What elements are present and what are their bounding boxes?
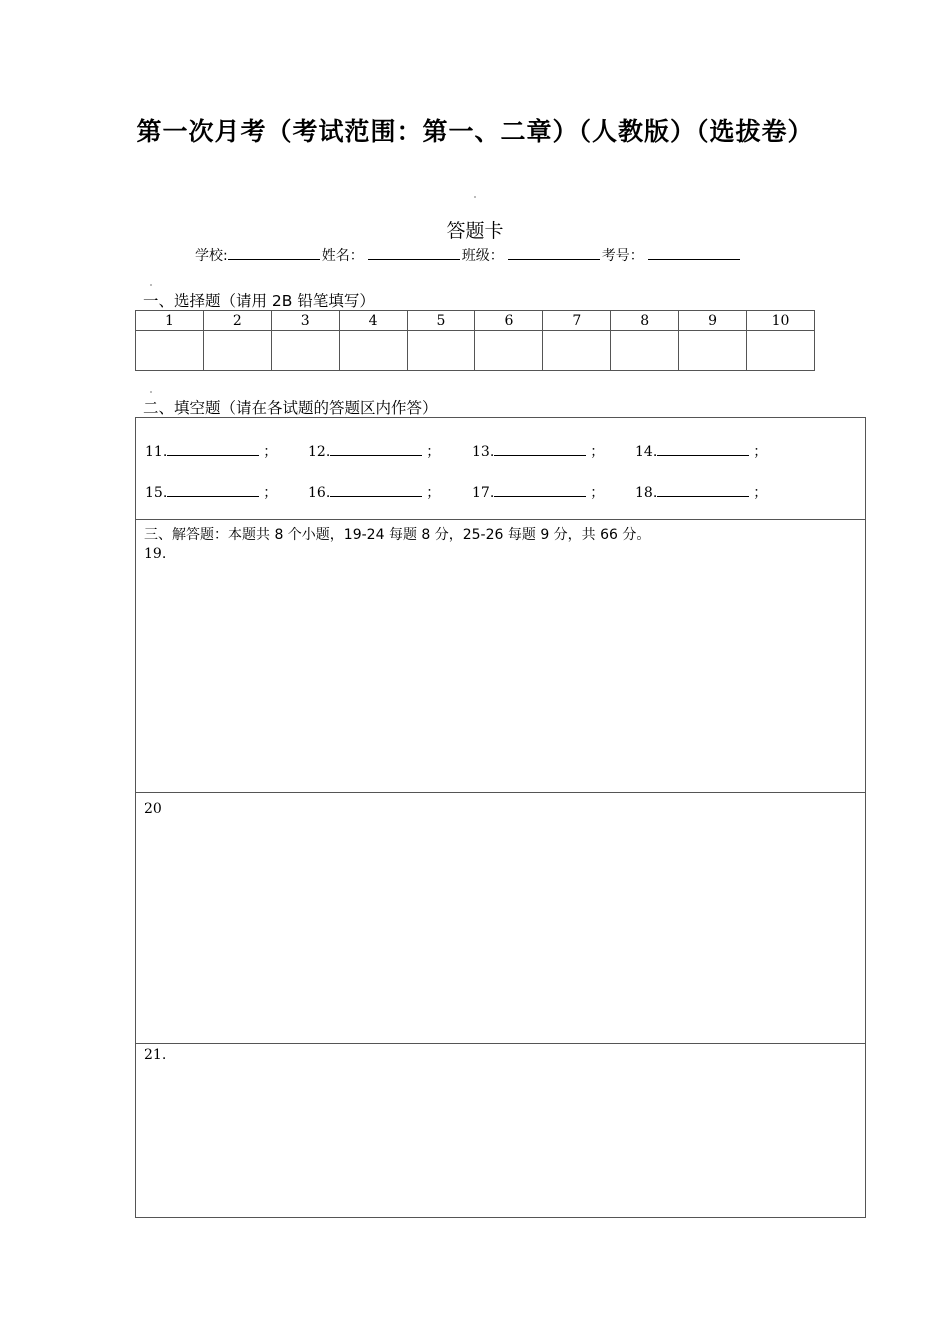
decorative-dot — [474, 196, 476, 198]
fill-item-11[interactable] — [145, 441, 277, 461]
section2-heading: 二、填空题（请在各试题的答题区内作答） — [143, 399, 438, 417]
item-number: 16. — [308, 485, 331, 501]
separator: ； — [753, 444, 768, 460]
separator: ； — [590, 444, 605, 460]
question-number: 20 — [144, 801, 162, 817]
answer-cell[interactable] — [407, 331, 475, 371]
class-label: 班级： — [461, 248, 504, 264]
answer-line[interactable] — [494, 482, 586, 497]
column-number: 5 — [407, 311, 475, 331]
exam-number-label: 考号： — [601, 248, 644, 264]
fill-item-12[interactable] — [308, 441, 440, 461]
separator: ； — [426, 485, 441, 501]
column-number: 8 — [611, 311, 679, 331]
fill-item-16[interactable] — [308, 482, 440, 502]
fill-item-15[interactable] — [145, 482, 277, 502]
fill-item-17[interactable] — [472, 482, 604, 502]
item-number: 17. — [472, 485, 495, 501]
item-number: 11. — [145, 444, 168, 460]
column-number: 1 — [136, 311, 204, 331]
answer-card-title: 答题卡 — [446, 220, 504, 242]
decorative-dot — [150, 391, 152, 393]
school-label: 学校: — [195, 248, 228, 264]
answer-line[interactable] — [494, 441, 586, 456]
answer-line[interactable] — [167, 482, 259, 497]
answer-cell[interactable] — [339, 331, 407, 371]
answer-cell[interactable] — [203, 331, 271, 371]
name-field[interactable] — [368, 245, 460, 260]
item-number: 12. — [308, 444, 331, 460]
separator: ； — [426, 444, 441, 460]
answer-cell[interactable] — [475, 331, 543, 371]
fill-item-13[interactable] — [472, 441, 604, 461]
question-number: 19. — [144, 546, 167, 562]
answer-line[interactable] — [330, 482, 422, 497]
decorative-dot — [150, 284, 152, 286]
multiple-choice-table — [135, 310, 815, 371]
answer-cell[interactable] — [136, 331, 204, 371]
section3-heading: 三、解答题：本题共 8 个小题，19-24 每题 8 分，25-26 每题 9 分，共 66 分。 — [144, 527, 651, 543]
item-number: 18. — [635, 485, 658, 501]
item-number: 13. — [472, 444, 495, 460]
column-number: 9 — [679, 311, 747, 331]
student-info-row — [195, 245, 742, 265]
exam-number-field[interactable] — [648, 245, 740, 260]
column-number: 2 — [203, 311, 271, 331]
answer-line[interactable] — [657, 441, 749, 456]
separator: ； — [753, 485, 768, 501]
answer-cell[interactable] — [747, 331, 815, 371]
column-number: 10 — [747, 311, 815, 331]
fill-item-14[interactable] — [635, 441, 767, 461]
table-header-row — [136, 311, 815, 331]
answer-cell[interactable] — [611, 331, 679, 371]
separator: ； — [263, 444, 278, 460]
separator: ； — [590, 485, 605, 501]
item-number: 14. — [635, 444, 658, 460]
fill-in-answer-area — [135, 417, 866, 520]
fill-item-18[interactable] — [635, 482, 767, 502]
answer-line[interactable] — [167, 441, 259, 456]
page-title: 第一次月考（考试范围：第一、二章）（人教版）（选拔卷） — [136, 117, 814, 146]
column-number: 7 — [543, 311, 611, 331]
separator: ； — [263, 485, 278, 501]
answer-cell[interactable] — [271, 331, 339, 371]
column-number: 3 — [271, 311, 339, 331]
answer-cell[interactable] — [679, 331, 747, 371]
answer-cell[interactable] — [543, 331, 611, 371]
answer-area-19[interactable] — [135, 519, 866, 793]
answer-line[interactable] — [657, 482, 749, 497]
class-field[interactable] — [508, 245, 600, 260]
school-field[interactable] — [228, 245, 320, 260]
answer-area-21[interactable] — [135, 1043, 866, 1218]
answer-line[interactable] — [330, 441, 422, 456]
column-number: 4 — [339, 311, 407, 331]
table-row — [136, 331, 815, 371]
section1-heading: 一、选择题（请用 2B 铅笔填写） — [143, 292, 375, 310]
name-label: 姓名： — [321, 248, 364, 264]
item-number: 15. — [145, 485, 168, 501]
column-number: 6 — [475, 311, 543, 331]
answer-area-20[interactable] — [135, 792, 866, 1044]
question-number: 21. — [144, 1047, 167, 1063]
